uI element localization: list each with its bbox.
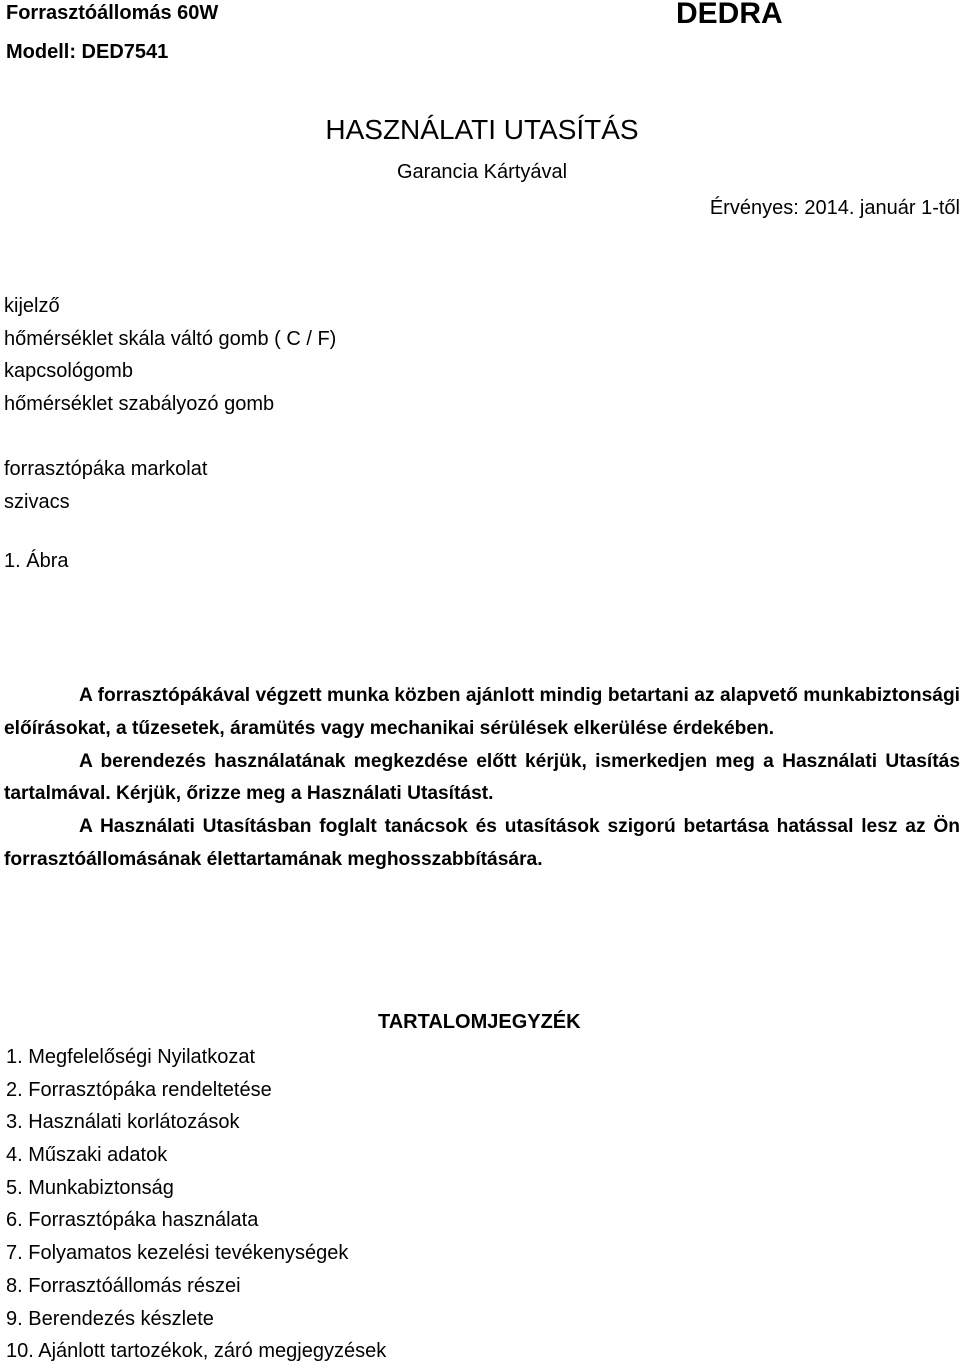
toc-item: 10. Ajánlott tartozékok, záró megjegyzések	[6, 1340, 387, 1363]
toc-item: 6. Forrasztópáka használata	[6, 1209, 259, 1232]
figure-label-temperature-knob: hőmérséklet szabályozó gomb	[4, 393, 275, 416]
brand-name: DEDRA	[676, 0, 783, 30]
intro-paragraph: A forrasztópákával végzett munka közben ajánlott mindig betartani az alapvető munkabiztonsági előírásokat, a tűzesetek, áramütés vagy mechanikai sérülések elkerülése érdekében.	[4, 685, 960, 739]
figure-label-power-switch: kapcsológomb	[4, 360, 133, 383]
table-of-contents	[6, 1041, 386, 1368]
model-number: Modell: DED7541	[6, 41, 169, 63]
intro-paragraph: A berendezés használatának megkezdése előtt kérjük, ismerkedjen meg a Használati Utasítás tartalmával. Kérjük, őrizze meg a Használati Utasítást.	[4, 750, 960, 805]
product-name: Forrasztóállomás 60W	[6, 2, 219, 24]
figure-labels	[4, 290, 336, 519]
validity-date: Érvényes: 2014. január 1-től	[709, 197, 960, 219]
intro-paragraph: A Használati Utasításban foglalt tanácsok és utasítások szigorú betartása hatással lesz az Ön forrasztóállomásának élettartamának meghosszabbítására.	[4, 816, 960, 870]
toc-item: 2. Forrasztópáka rendeltetése	[6, 1078, 272, 1101]
toc-item: 3. Használati korlátozások	[6, 1111, 240, 1134]
document-title: HASZNÁLATI UTASÍTÁS	[325, 114, 639, 145]
figure-caption: 1. Ábra	[4, 550, 69, 572]
toc-heading: TARTALOMJEGYZÉK	[378, 1011, 581, 1033]
toc-item: 7. Folyamatos kezelési tevékenységek	[6, 1242, 349, 1265]
figure-label-handle: forrasztópáka markolat	[4, 458, 208, 481]
figure-label-spacer	[4, 421, 336, 454]
figure-label-display: kijelző	[4, 295, 60, 317]
figure-label-sponge: szivacs	[4, 491, 70, 514]
toc-item: 1. Megfelelőségi Nyilatkozat	[6, 1046, 256, 1068]
toc-item: 5. Munkabiztonság	[6, 1176, 174, 1199]
document-subtitle: Garancia Kártyával	[396, 161, 568, 183]
toc-item: 9. Berendezés készlete	[6, 1307, 214, 1330]
intro-text	[4, 680, 960, 877]
figure-label-scale-button: hőmérséklet skála váltó gomb ( C / F)	[4, 327, 337, 350]
toc-item: 4. Műszaki adatok	[6, 1144, 168, 1167]
toc-item: 8. Forrasztóállomás részei	[6, 1274, 241, 1297]
